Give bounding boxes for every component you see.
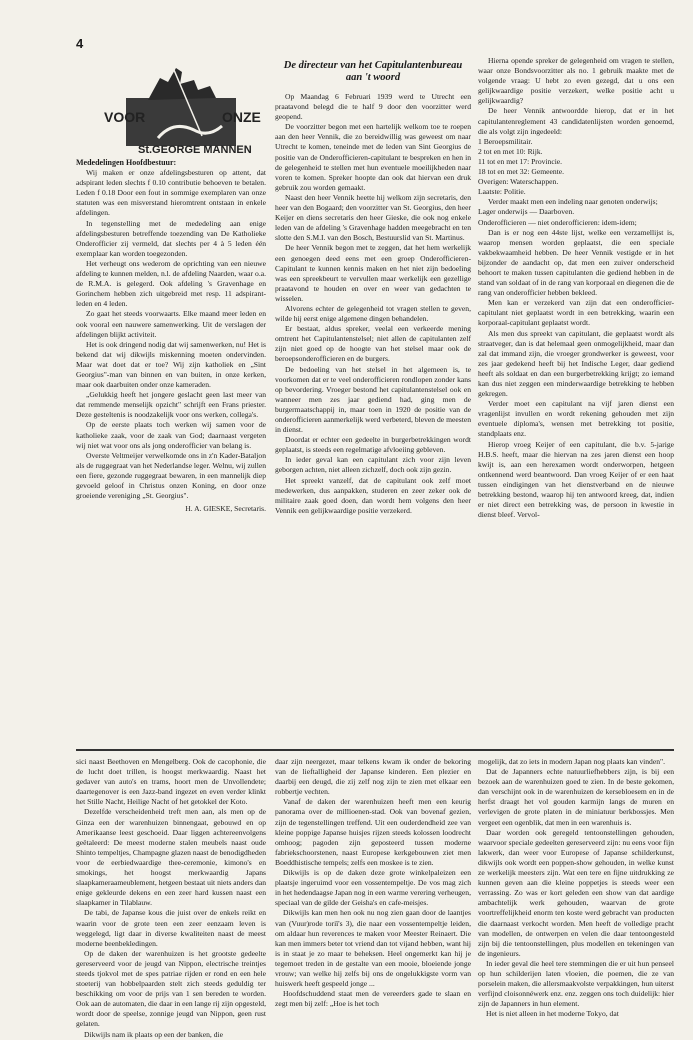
paragraph: Dikwijls kan men hen ook nu nog zien gaan door de laantjes van (Vuur)rode toriï's 3), die naar een vossentempeltje leiden, om aldaar hun reverences te maken voor Meester Reinaert. Die kan men immers beter tot vriend dan tot vijand hebben, want hij is in staat je zo maar te beheksen. Heel ongemerkt kan hij je tegemoet treden in de gestalte van een mooie, bloeiende jonge vrouw; van welke hij zelfs bij ons de ongelukkigste vorm van huiswerk heeft gespeeld jonge ... bbox=[275, 908, 471, 989]
list-item: 2 tot en met 10: Rijk. bbox=[478, 146, 543, 156]
paragraph: Lager onderwijs — Daarboven. bbox=[478, 207, 575, 217]
paragraph: De bedoeling van het stelsel in het algemeen is, te voorkomen dat er te veel onderofficieren rondlopen zonder kans op bevordering. Vroeger bestond het capitulantenstelsel ook en wanneer men zes jaar gediend had, ging men de burgermaatschappij in, maar toen in 1920 de positie van de onderofficieren aanmerkelijk werd verbeterd, bleven de meesten in dienst. bbox=[275, 364, 471, 435]
section-divider bbox=[76, 749, 674, 751]
page-number: 4 bbox=[76, 36, 84, 51]
list-item: 11 tot en met 17: Provincie. bbox=[478, 156, 563, 166]
paragraph: Dan is er nog een 44ste lijst, welke een verzamellijst is, waarop mensen worden geplaatst, die een speciale vakbekwaamheid hebben. De heer Vennik vestigde er in het bijzonder de aandacht op, dat men een zuiver onderscheid behoort te maken tussen capitulanten die gediend hebben in de stand van soldaat of in de rang van korporaal en diegenen die de rang van onderofficier hebben bekleed. bbox=[478, 227, 674, 298]
paragraph: Dikwijls is op de daken deze grote winkelpaleizen een plaatsje ingeruimd voor een vossentempeltje. De vos mag zich in het hedendaagse Japan nog in een warme verering verheugen, speciaal van de gilde der Geisha's en cafe-meisjes. bbox=[275, 868, 471, 908]
bottom-column-3 bbox=[478, 757, 674, 1019]
bottom-column-1 bbox=[76, 757, 266, 1039]
list-item: Laatste: Politie. bbox=[478, 187, 526, 197]
paragraph: sici naast Beethoven en Mengelberg. Ook de cacophonie, die de lucht doet trillen, is hoogst merkwaardig. Naast het gedaver van auto's en trams, hoort men de Unvollendete; daartegenover is een Jazz-band ingezet en even verder klinkt het Stille Nacht, Heilige Nacht of het getokkel der Koto. bbox=[76, 757, 266, 807]
paragraph: Het verheugt ons wederom de oprichting van een nieuwe afdeling te kunnen melden, n.l. de afdeling Naarden, waar o.a. de R.M.A. is gelegerd. Ook afdeling 's Gravenhage en Gorinchem hebben zich uitgebreid met resp. 11 adspirant-leden en 4 leden. bbox=[76, 258, 266, 309]
bottom-column-2 bbox=[275, 757, 471, 1009]
paragraph: Er bestaat, aldus spreker, veelal een verkeerde mening omtrent het Capitulantenstelsel; niet allen de capitulanten zelf zijn niet goed op de hoogte van het stelsel maar ook de beroepsonderofficieren en de burgers. bbox=[275, 324, 471, 364]
paragraph: Men kan er verzekerd van zijn dat een onderofficier-capitulant niet geplaatst wordt in een betrekking, waarin een korporaal-capitulant geplaatst wordt. bbox=[478, 298, 674, 328]
paragraph: Dat de Japanners echte natuurliefhebbers zijn, is bij een bezoek aan de warenhuizen goed te zien. In de beste gekomen, dan verschijnt ook in de warenhuizen de kersebloesem en in de herfst draagt het vol gouden karmijn langs de muren en verlevigen de grote platen in de miniatuur berkbossjes. Men vergeet een ogenblik, dat men in een warenhuis is. bbox=[478, 767, 674, 827]
paragraph: In ieder geval die heel tere stemmingen die er uit hun penseel op hun schilderijen laten vloeien, die poemen, die ze van porselein maken, die allersmaakvolste verpakkingen, hun uiterst verfijnd cloisonnéwerk enz. enz. zeggen ons toch duidelijk: hier zijn de Japanners in hun element. bbox=[478, 958, 674, 1009]
paragraph: daar zijn neergezet, maar telkens kwam ik onder de bekoring van de lieftalligheid der Japanse kinderen. Een plezier en daarbij een deugd, die zij zelf nog zijn te zien met elkaar een robbertje vechten. bbox=[275, 757, 471, 797]
article-title: De directeur van het Capitulantenbureau aan 't woord bbox=[283, 60, 463, 83]
section-heading: Mededelingen Hoofdbestuur: bbox=[76, 158, 177, 167]
paragraph: Daar worden ook geregeld tentoonstellingen gehouden, waarvoor speciale gedeelten gereserveerd zijn: nu eens voor fijn lakwerk, dan weer voor Europese of Japanse schilderkunst, dikwijls ook wordt een poppen-show gehouden, in welke kunst ze werkelijk meesters zijn. Wat een tere en fijne uitdrukking ze kunnen geven aan die kleine poppetjes is steeds weer een verrassing. Zo was er kort geleden een show van dat aardige ambachtelijk werk gehouden, waarvan de grote voortreffelijkheid enorm ten koste werd gebracht van producten die daarnaast verkocht worden. Men heeft de volledige pracht van modellen, de ontwerpen en velen die daar tentoongesteld zijn bij die tentoonstellingen, plus modellen en tekeningen van de ingenieurs. bbox=[478, 827, 674, 958]
paragraph: Op de daken der warenhuizen is het grootste gedeelte gereserveerd voor de jeugd van Nippon, electrische treintjes steeds tjokvol met de spes patriae rijden er rond en een hele stoeterij van hobbelpaarden stelt zich steeds geduldig ter beschikking om voor de prijs van 1 sen bereden te worden. Ook aan de automaten, die daar in een lange rij zijn opgesteld, wordt door de speelse, zonnige jeugd van Nippon, geen rust gelaten. bbox=[76, 948, 266, 1029]
logo-word-onze: ONZE bbox=[222, 109, 261, 125]
paragraph: De heer Vennik begon met te zeggen, dat het hem werkelijk een genoegen deed eens met een groep Onderofficieren-Capitulant te kunnen kennis maken en het niet zijn bedoeling was een spreekbeurt te vervullen maar werkelijk een gezellige praatavond te houden en over en weer van gedachten te wisselen. bbox=[275, 243, 471, 303]
paragraph: Alvorens echter de gelegenheid tot vragen stellen te geven, wilde hij eerst enige algemene dingen behandelen. bbox=[275, 303, 471, 324]
list-item: 18 tot en met 32: Gemeente. bbox=[478, 167, 565, 177]
paragraph: Dikwijls nam ik plaats op een der banken, die bbox=[84, 1029, 223, 1039]
signature: H. A. GIESKE, Secretaris. bbox=[185, 504, 266, 514]
paragraph: „Gelukkig heeft het jongere geslacht geen last meer van dat remmende menselijk opzicht" schrijft een Frans priester. Deze gesteltenis is noodzakelijk voor ons werken, collega's. bbox=[76, 390, 266, 420]
paragraph: Doordat er echter een gedeelte in burgerbetrekkingen wordt geplaatst, is steeds een regelmatige afvloeiing gebleven. bbox=[275, 435, 471, 455]
paragraph: Op Maandag 6 Februari 1939 werd te Utrecht een praatavond belegd die te half 9 door den voorzitter werd geopend. bbox=[275, 92, 471, 122]
paragraph: Hoofdschuddend staat men de vereerders gade te slaan en zegt men bij zelf: „Hoe is het toch bbox=[275, 989, 471, 1009]
paragraph: Verder maakt men een indeling naar genoten onderwijs; bbox=[488, 197, 658, 207]
paragraph: In tegenstelling met de mededeling aan enige afdelingsbesturen betreffende toezending van De Katholieke Onderofficier zij vermeld, dat slechts per 4 à 5 leden één exemplaar kan worden toegezonden. bbox=[76, 218, 266, 258]
st-george-logo bbox=[98, 60, 268, 155]
paragraph: De tabi, de Japanse kous die juist over de enkels reikt en waarin voor de grote teen een zeer eenzaam leven is weggelegd, ligt daar in diverse kwaliteiten naast de meest moderne beenbekledingen. bbox=[76, 908, 266, 948]
paragraph: Hierop vroeg Keijer of een capitulant, die b.v. 5-jarige H.B.S. heeft, maar die hiervan na zes jaren dienst een hoop kwijt is, aan een herexamen wordt onderworpen, hetgeen ontkennend werd beantwoord. Dan vroeg Keijer of er een haat tussen eindigingen van het dienstverband en de nieuwe betrekking bestond, waarop hij ten antwoord kreeg, dat, indien er niet direct een betrekking was, de persoon in kwestie in dienst bleef. Vervol- bbox=[478, 439, 674, 520]
knight-horse-icon bbox=[148, 68, 216, 100]
paragraph: Wij maken er onze afdelingsbesturen op attent, dat adspirant leden slechts f 0.10 contributie behoeven te betalen. Leden f 0.18 Door een fout in sommige exemplaren van onze statuten was een misverstand hieromtrent ontstaan in enkele afdelingen. bbox=[76, 168, 266, 218]
paragraph: Overste Veltmeijer verwelkomde ons in z'n Kader-Bataljon als de ruggegraat van het Nederlandse leger. Welnu, wij zullen een fiere, gezonde ruggegraat bewaren, in een mannelijk diep gevoeld geloof in Christus onzen Koning, en door onze groeiende vereniging „St. Georgius". bbox=[76, 450, 266, 501]
paragraph: Het is niet alleen in het moderne Tokyo, dat bbox=[486, 1009, 619, 1019]
logo-word-st-george: St.GEORGE MANNEN bbox=[138, 144, 252, 156]
paragraph: Zo gaat het steeds voorwaarts. Elke maand meer leden en ook vooral een nauwere samenwerking. Uit de verslagen der afdelingen blijkt activiteit. bbox=[76, 309, 266, 339]
paragraph: Hierna opende spreker de gelegenheid om vragen te stellen, waar onze Bondsvoorzitter als no. 1 gebruik maakte met de volgende vraag: U hebt zo even gezegd, dat u ons een gelijkwaardige positie verzekert, welke positie acht u gelijkwaardig? bbox=[478, 56, 674, 106]
paragraph: Verder moet een capitulant na vijf jaren dienst een vragenlijst invullen en wordt rekening gehouden met zijn eventuele diploma's, wensen met betrekking tot positie, standplaats enz. bbox=[478, 399, 674, 439]
paragraph: Dezelfde verscheidenheid treft men aan, als men op de Ginza een der warenhuizen binnengaat, gebouwd en op Amerikaanse leest geschoeid. Daar liggen achtereenvolgens geëtaleerd: De meest moderne stalen meubels naast oude Shinto tempeltjes, Champagne glazen naast de benodigdheden voor de eerbiedwaardige thee-ceremonie, kimono's en smokings, het hoogst merkwaardig Japans slaapkameraameublement, hetgeen bestaat uit niets anders dan enige gekleurde dekens en een zeer hard kussen naast een slaapkamer in Tilablauw. bbox=[76, 807, 266, 908]
paragraph: Onderofficieren — niet onderofficieren: idem-idem; bbox=[478, 217, 637, 227]
paragraph: Vanaf de daken der warenhuizen heeft men een keurig panorama over de millioenen-stad. Ook van bovenaf gezien, zijn de tegenstellingen treffend. Uit een ouderdendheid zee van kleine poppige Japanse huisjes rijzen steeds kolossen loodrecht omhoog; pagoden zijn geposteerd tussen moderne fabriekschoorstenen, naast Europese kerkgebouwen ziet men Boeddhistische tempels; zelfs een moskee is te zien. bbox=[275, 797, 471, 867]
column-mededelingen bbox=[76, 158, 266, 748]
logo-word-voor: VOOR bbox=[104, 109, 146, 125]
column-capitulanten bbox=[275, 92, 471, 748]
list-item: Overigen: Waterschappen. bbox=[478, 177, 559, 187]
paragraph: In ieder geval kan een capitulant zich voor zijn leven geborgen achten, niet alleen zichzelf, doch ook zijn gezin. bbox=[275, 455, 471, 475]
paragraph: Het is ook dringend nodig dat wij samenwerken, nu! Het is bekend dat wij dikwijls miskenning moeten ondervinden. Maar wat doet dat er toe? Wij zijn katholiek en „Sint Georgius"-man van binnen en van buiten, in onze kerken, maar ook daarbuiten onder onze kameraden. bbox=[76, 339, 266, 390]
paragraph: Naast den heer Vennik heette hij welkom zijn secretaris, den heer van den Bogaard; den voorzitter van St. Georgius, den heer Keijer en diens secretaris den heer Gieske, die ook nog enkele leden van de afdeling 's Gravenhage hadden meegebracht en ten slotte den S.M.I. van den Bosch, Bestuurslid van St. Martinus. bbox=[275, 192, 471, 243]
paragraph: Als men dus spreekt van capitulant, die geplaatst wordt als straatveger, dan is dat helemaal geen onmogelijkheid, maar dan zal dat immand zijn, die vroeger grondwerker is geweest, voor zes jaar gedekend heeft bij het Indische Leger, daar gediend heeft als soldaat en dan een burgerbetrekking krijgt; zo iemand kan dus niet zeggen een minderwaardige betrekking te hebben gekregen. bbox=[478, 328, 674, 399]
paragraph: De heer Vennik antwoordde hierop, dat er in het capitulantenreglement 43 candidatenlijsten worden genoemd, die als volgt zijn ingedeeld: bbox=[478, 106, 674, 136]
column-continuation bbox=[478, 56, 674, 748]
paragraph: Het spreekt vanzelf, dat de capitulant ook zelf moet medewerken, dus aanpakken, studeren en zeer zeker ook de militaire zaak goed doen, dan wordt hem volgens den heer Vennik een gelijkwaardige positie verzekerd. bbox=[275, 475, 471, 515]
list-item: 1 Beroepsmilitair. bbox=[478, 136, 533, 146]
paragraph: Op de eerste plaats toch werken wij samen voor de katholieke zaak, voor de zaak van God; daarnaast vergeten wij niet wat voor ons als jong onderofficier van belang is. bbox=[76, 420, 266, 450]
paragraph: mogelijk, dat zo iets in modern Japan nog plaats kan vinden". bbox=[478, 757, 665, 766]
paragraph: De voorzitter begon met een hartelijk welkom toe te roepen aan den heer Vennik, die zo bereidwillig was geweest om naar Utrecht te komen, teneinde met de leden van Sint Georgius de positie van de Onderofficieren-capitulant te bespreken en hen in de gelegenheid te stellen met hun eventuele moeilijkheden naar voren te komen. Spreker hoopte dan ook dat hiervan een druk gebruik zou worden gemaakt. bbox=[275, 122, 471, 192]
